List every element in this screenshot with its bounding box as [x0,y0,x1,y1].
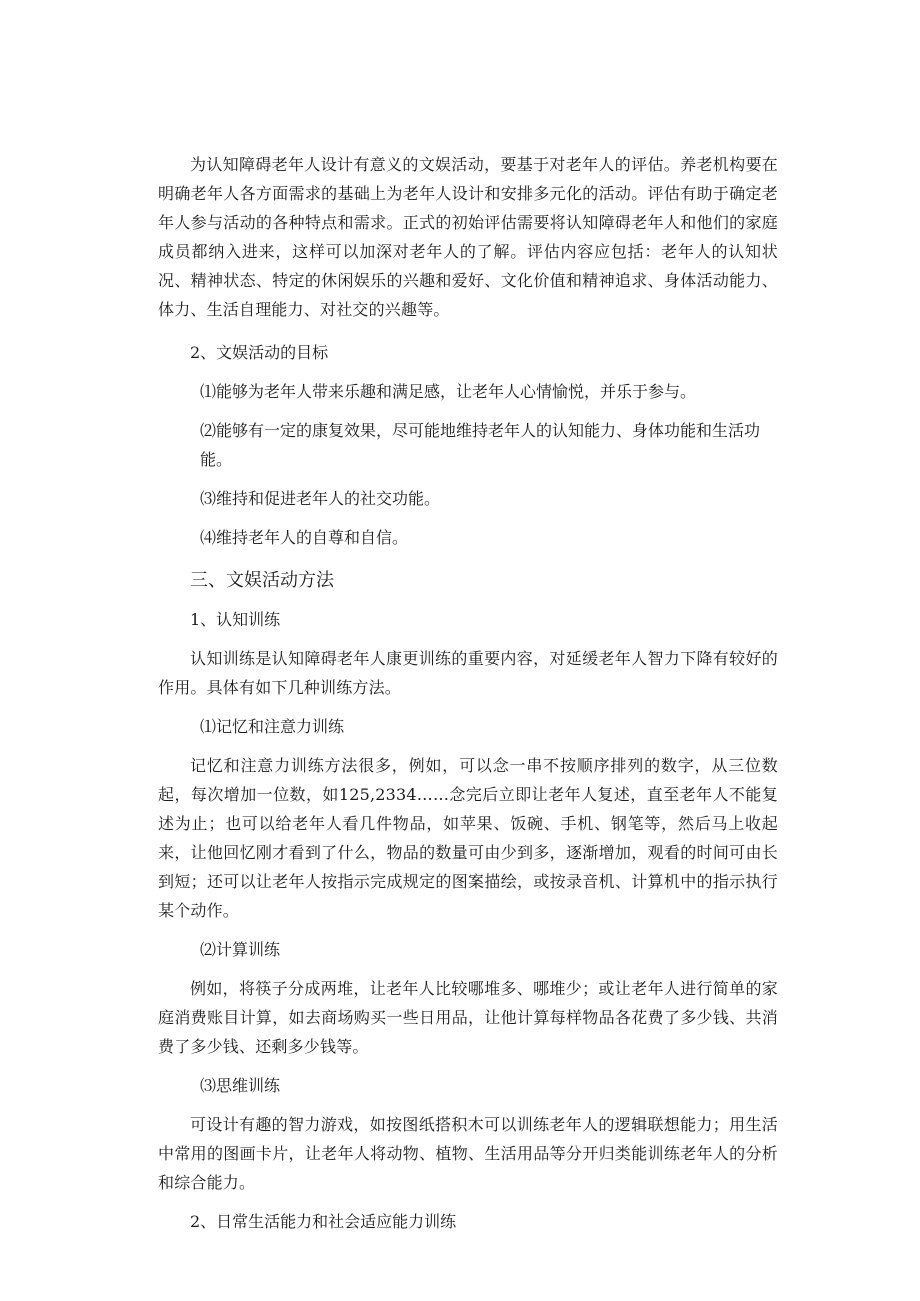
daily-heading: 2、日常生活能力和社会适应能力训练 [190,1212,457,1231]
goal-item-4: ⑷维持老年人的自尊和自信。 [200,528,409,547]
memory-text: 记忆和注意力训练方法很多，例如，可以念一串不按顺序排列的数字，从三位数起，每次增加一位数，如125,2334……念完后立即让老年人复述，直至老年人不能复述为止；也可以给老年人看几件物品，如苹果、饭碗、手机、钢笔等，然后马上收起来，让他回忆刚才看到了什么，物品的数量可由少到多，逐渐增加，观看的时间可由长到短；还可以让老年人按指示完成规定的图案描绘，或按录音机、计算机中的指示执行某个动作。 [158,756,778,920]
calc-text: 例如，将筷子分成两堆，让老年人比较哪堆多、哪堆少；或让老年人进行简单的家庭消费账目计算，如去商场购买一些日用品，让他计算每样物品各花费了多少钱、共消费了多少钱、还剩多少钱等。 [158,979,778,1056]
cognitive-intro: 认知训练是认知障碍老年人康更训练的重要内容，对延缓老年人智力下降有较好的作用。具体有如下几种训练方法。 [158,649,778,697]
goal-item-1: ⑴能够为老年人带来乐趣和满足感，让老年人心情愉悦，并乐于参与。 [200,382,697,401]
memory-heading: ⑴记忆和注意力训练 [200,717,345,736]
thinking-text: 可设计有趣的智力游戏，如按图纸搭积木可以训练老年人的逻辑联想能力；用生活中常用的图画卡片，让老年人将动物、植物、生活用品等分开归类能训练老年人的分析和综合能力。 [158,1115,778,1192]
document-page [158,150,778,1236]
goal-item-2: ⑵能够有一定的康复效果，尽可能地维持老年人的认知能力、身体功能和生活功能。 [200,421,761,469]
cognitive-heading: 1、认知训练 [190,610,281,629]
goals-heading: 2、文娱活动的目标 [190,343,329,362]
intro-paragraph: 为认知障碍老年人设计有意义的文娱活动，要基于对老年人的评估。养老机构要在明确老年人各方面需求的基础上为老年人设计和安排多元化的活动。评估有助于确定老年人参与活动的各种特点和需求。正式的初始评估需要将认知障碍老年人和他们的家庭成员都纳入进来，这样可以加深对老年人的了解。评估内容应包括：老年人的认知状况、精神状态、特定的休闲娱乐的兴趣和爱好、文化价值和精神追求、身体活动能力、体力、生活自理能力、对社交的兴趣等。 [158,155,778,319]
goal-item-3: ⑶维持和促进老年人的社交功能。 [200,489,441,508]
thinking-heading: ⑶思维训练 [200,1076,281,1095]
section-three-title: 三、文娱活动方法 [190,570,334,591]
calc-heading: ⑵计算训练 [200,940,281,959]
